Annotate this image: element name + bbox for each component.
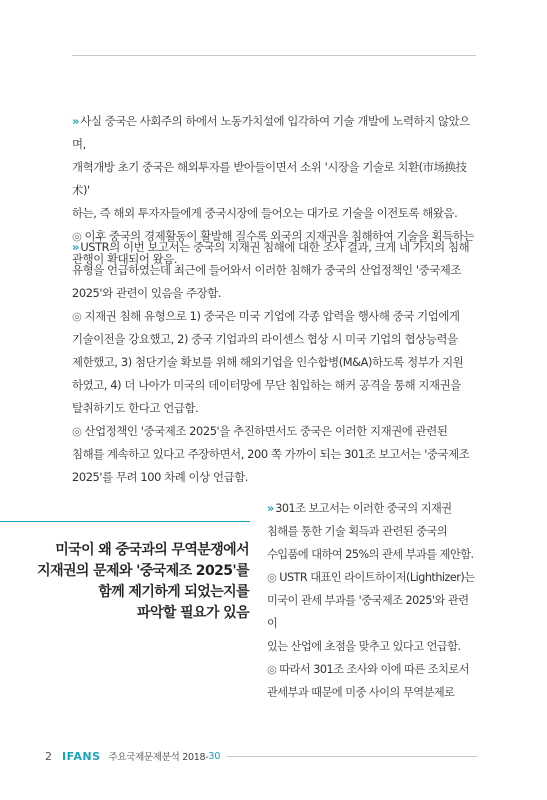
circle-bullet-icon: ◎	[267, 663, 277, 676]
circle-bullet-icon: ◎	[72, 424, 82, 438]
page-number: 2	[45, 749, 52, 763]
page-footer	[45, 748, 220, 764]
brand-logo: IFANS	[62, 749, 101, 763]
circle-bullet-icon: ◎	[72, 309, 82, 323]
double-chevron-icon: »	[72, 114, 78, 128]
double-chevron-icon: »	[267, 502, 273, 515]
paragraph-2: » USTR의 이번 보고서는 중국의 지재권 침해에 대한 조사 결과, 크게 네 가지의 침해 유형을 언급하였는데 최근에 들어와서 이러한 침해가 중국의 산업정책인 '중국제조 2025'와 관련이 있음을 주장함. ◎ 지재권 침해 유형으로 1) 중국은 미국 기업에 각종 압력을 행사해 중국 기업에게 기술이전을 강요했고, 2) 중국 기업과의 라이센스 협상 시 미국 기업의 협상능력을 제한했고, 3) 첨단기술 확보를 위해 해외기업을 인수합병(M&A)하도록 정부가 지원 하였고, 4) 더 나아가 미국의 데이터망에 무단 침입하는 해커 공격을 통해 지재권을 탈취하기도 한다고 언급함. ◎ 산업정책인 '중국제조 2025'을 추진하면서도 중국은 이러한 지재권에 관련된 침해를 계속하고 있다고 주장하면서, 200 쪽 가까이 되는 301조 보고서는 '중국제조 2025'를 무려 100 차례 이상 언급함.	[72, 236, 477, 489]
sub-bullet-1: ◎ 이후 중국의 경제활동이 활발해 질수록 외국의 지재권을 침해하여 기술을 획득하는 관행이 확대되어 왔음.	[72, 229, 475, 266]
pull-quote: 미국이 왜 중국과의 무역분쟁에서 지재권의 문제와 '중국제조 2025'를 함께 제기하게 되었는지를 파악할 필요가 있음	[37, 542, 249, 621]
series-title: 주요국제문제분석 2018-	[108, 752, 209, 763]
top-divider	[72, 55, 476, 56]
paragraph-1: » 사실 중국은 사회주의 하에서 노동가치설에 입각하여 기술 개발에 노력하지 않았으며, 개혁개방 초기 중국은 해외투자를 받아들이면서 소위 '시장을 기술로 치환(市场换技术)' 하는, 즉 해외 투자자들에게 중국시장에 들어오는 대가로 기술을 이전토록 해왔음. ◎ 이후 중국의 경제활동이 활발해 질수록 외국의 지재권을 침해하여 기술을 획득하는 관행이 확대되어 왔음.	[72, 110, 477, 271]
footer-divider	[227, 756, 477, 757]
sub-bullet-3: ◎ 산업정책인 '중국제조 2025'을 추진하면서도 중국은 이러한 지재권에 관련된 침해를 계속하고 있다고 주장하면서, 200 쪽 가까이 되는 301조 보고서는 '중국제조 2025'를 무려 100 차례 이상 언급함.	[72, 424, 470, 484]
circle-bullet-icon: ◎	[72, 229, 82, 243]
issue-number: 30	[208, 750, 221, 762]
pull-quote-divider	[0, 521, 250, 522]
double-chevron-icon: »	[72, 240, 78, 254]
right-column: » 301조 보고서는 이러한 중국의 지재권 침해를 통한 기술 획득과 관련된 중국의 수입품에 대하여 25%의 관세 부과를 제안함. ◎ USTR 대표인 라이트하이저(Lighthizer)는 미국이 관세 부과를 '중국제조 2025'와 관련이 있는 산업에 초점을 맞추고 있다고 언급함. ◎ 따라서 301조 조사와 이에 따른 조치로서 관세부과 때문에 미중 사이의 무역분제로	[267, 502, 475, 699]
sub-bullet-2: ◎ 지재권 침해 유형으로 1) 중국은 미국 기업에 각종 압력을 행사해 중국 기업에게 기술이전을 강요했고, 2) 중국 기업과의 라이센스 협상 시 미국 기업의 협상능력을 제한했고, 3) 첨단기술 확보를 위해 해외기업을 인수합병(M&A)하도록 정부가 지원 하였고, 4) 더 나아가 미국의 데이터망에 무단 침입하는 해커 공격을 통해 지재권을 탈취하기도 한다고 언급함.	[72, 309, 464, 415]
circle-bullet-icon: ◎	[267, 571, 277, 584]
